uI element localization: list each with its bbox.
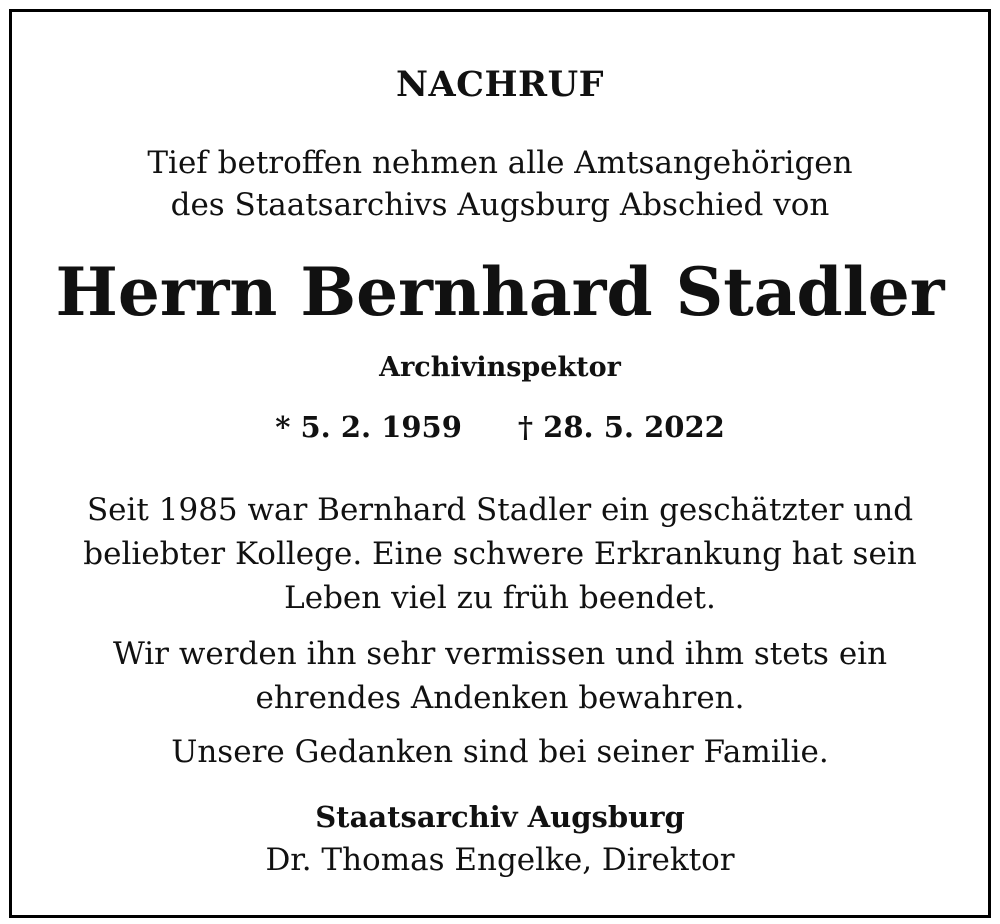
life-dates — [12, 410, 988, 444]
paragraph-family — [12, 730, 988, 774]
obituary-notice — [9, 9, 991, 918]
deceased-name: Herrn Bernhard Stadler — [55, 253, 945, 331]
deceased-title: Archivinspektor — [379, 352, 621, 383]
birth-date: * 5. 2. 1959 — [275, 410, 462, 444]
paragraph-line: ehrendes Andenken bewahren. — [255, 680, 745, 716]
signer-name: Dr. Thomas Engelke, Direktor — [265, 842, 735, 878]
paragraph-line: Seit 1985 war Bernhard Stadler ein geschätzter und — [86, 492, 914, 528]
paragraph-line: Leben viel zu früh beendet. — [284, 580, 716, 616]
paragraph-line: Unsere Gedanken sind bei seiner Familie. — [171, 734, 829, 770]
intro-text — [12, 142, 988, 226]
heading: NACHRUF — [395, 64, 605, 105]
paragraph-tribute — [12, 488, 988, 620]
paragraph-remembrance — [12, 632, 988, 720]
paragraph-line: beliebter Kollege. Eine schwere Erkrankung hat sein — [83, 536, 917, 572]
organization-name: Staatsarchiv Augsburg — [315, 800, 685, 834]
death-date: † 28. 5. 2022 — [517, 410, 725, 444]
intro-line: Tief betroffen nehmen alle Amtsangehörigen — [147, 145, 853, 181]
paragraph-line: Wir werden ihn sehr vermissen und ihm stets ein — [112, 636, 888, 672]
intro-line: des Staatsarchivs Augsburg Abschied von — [170, 187, 830, 223]
